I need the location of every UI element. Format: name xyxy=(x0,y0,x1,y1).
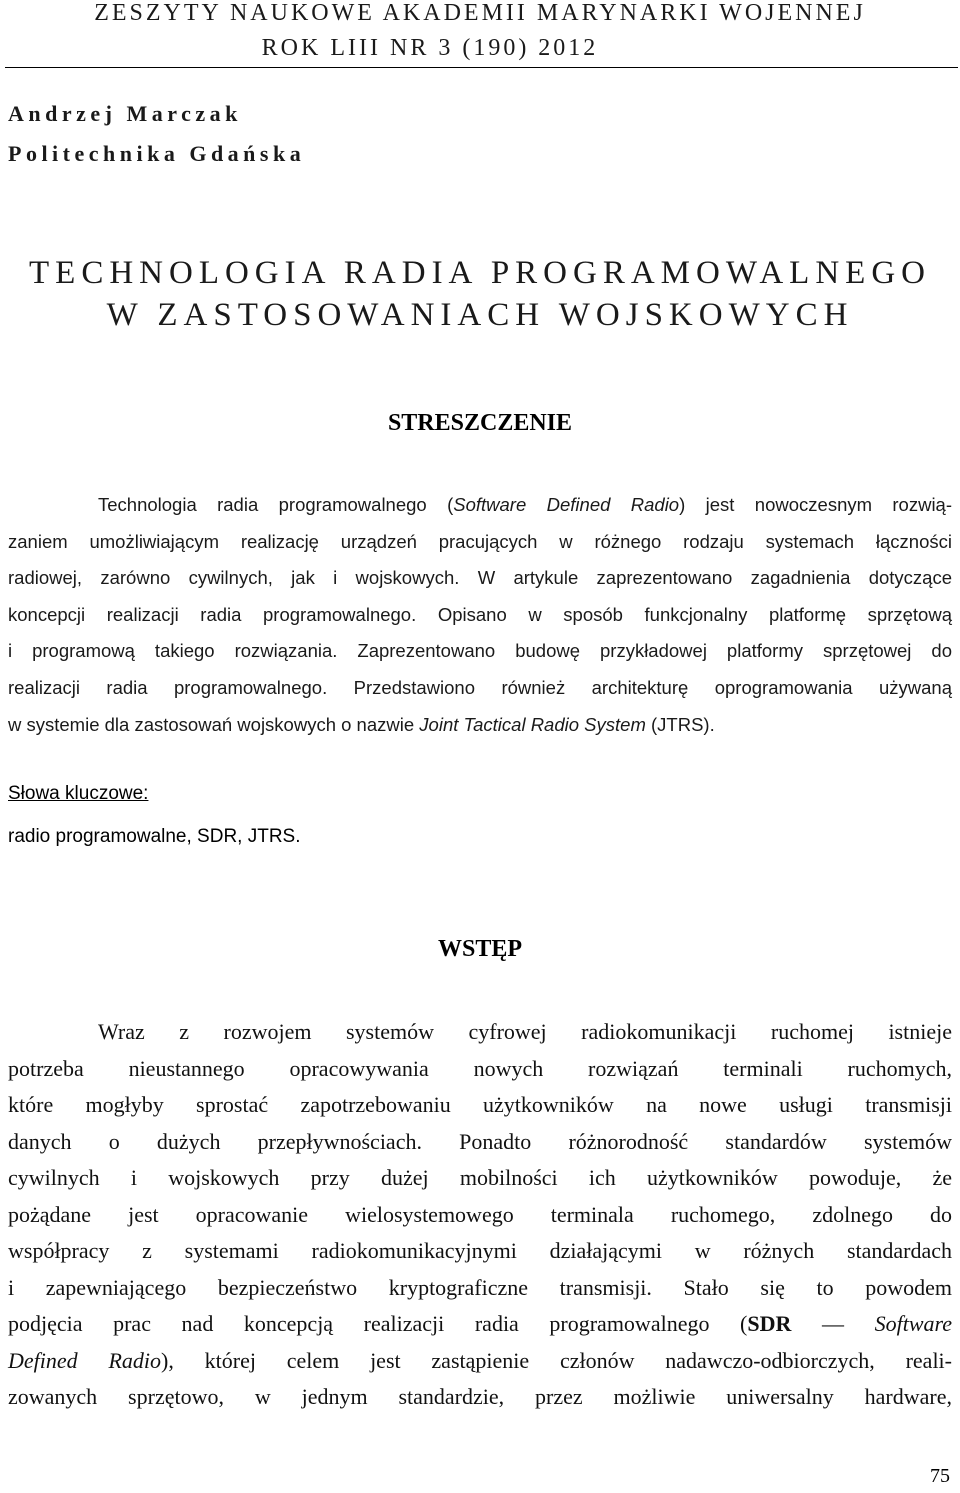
introduction-line xyxy=(8,1270,952,1307)
journal-name: ZESZYTY NAUKOWE AKADEMII MARYNARKI WOJENNEJ xyxy=(94,0,866,26)
page-number: 75 xyxy=(930,1465,950,1487)
introduction-text: ), której celem jest zastąpienie członów nadawczo-odbiorczych, reali- xyxy=(161,1347,952,1373)
abstract-text: realizacji radia programowalnego. Przedstawiono również architekturę oprogramowania używaną xyxy=(8,676,952,698)
abstract-line xyxy=(8,560,952,597)
introduction-line xyxy=(8,1160,952,1197)
abstract-text: i programową takiego rozwiązania. Zaprezentowano budowę przykładowej platformy sprzętowej do xyxy=(8,640,952,662)
author-affiliation: Politechnika Gdańska xyxy=(8,141,306,166)
abstract-line xyxy=(8,707,952,744)
abstract-body xyxy=(8,487,952,743)
abstract-text: (JTRS). xyxy=(645,713,715,735)
introduction-line xyxy=(8,1379,952,1416)
introduction-text: które mogłyby sprostać zapotrzebowaniu użytkowników na nowe usługi transmisji xyxy=(8,1092,952,1117)
introduction-text: — xyxy=(791,1311,875,1336)
author-name: Andrzej Marczak xyxy=(8,101,242,126)
introduction-body xyxy=(8,1014,952,1416)
introduction-line xyxy=(8,1014,952,1051)
abstract-text: zaniem umożliwiającym realizację urządzeń pracujących w różnego rodzaju systemach łączności xyxy=(8,530,952,552)
introduction-text: współpracy z systemami radiokomunikacyjnymi działającymi w różnych standardach xyxy=(8,1238,952,1263)
introduction-line xyxy=(8,1343,952,1380)
abstract-heading: STRESZCZENIE xyxy=(387,410,573,436)
introduction-text: pożądane jest opracowanie wielosystemowego terminala ruchomego, zdolnego do xyxy=(8,1201,952,1227)
abstract-line xyxy=(8,487,952,524)
abstract-italic-text: Joint Tactical Radio System xyxy=(419,713,646,735)
abstract-text: radiowej, zarówno cywilnych, jak i wojskowych. W artykule zaprezentowano zagadnienia dotyczące xyxy=(8,567,952,589)
abstract-line xyxy=(8,633,952,670)
introduction-heading: WSTĘP xyxy=(437,936,523,962)
abstract-line xyxy=(8,670,952,707)
introduction-line xyxy=(8,1197,952,1234)
introduction-text: cywilnych i wojskowych przy dużej mobilności ich użytkowników powoduje, że xyxy=(8,1165,952,1190)
introduction-line xyxy=(8,1306,952,1343)
introduction-text: Wraz z rozwojem systemów cyfrowej radiokomunikacji ruchomej istnieje xyxy=(98,1019,952,1044)
introduction-text: podjęcia prac nad koncepcją realizacji radia programowalnego ( xyxy=(8,1311,748,1336)
introduction-line xyxy=(8,1051,952,1088)
journal-issue: ROK LIII NR 3 (190) 2012 xyxy=(261,35,599,61)
introduction-text: zowanych sprzętowo, w jednym standardzie, przez możliwie uniwersalny hardware, xyxy=(8,1384,952,1409)
paper-title-line-1: TECHNOLOGIA RADIA PROGRAMOWALNEGO xyxy=(29,255,931,291)
introduction-italic-text: Software xyxy=(874,1311,953,1336)
introduction-italic-text: Defined Radio xyxy=(8,1347,161,1373)
paper-title-line-2: W ZASTOSOWANIACH WOJSKOWYCH xyxy=(106,297,854,333)
introduction-text: potrzeba nieustannego opracowywania nowych rozwiązań terminali ruchomych, xyxy=(8,1055,952,1081)
introduction-line xyxy=(8,1124,952,1161)
abstract-italic-text: Software Defined Radio xyxy=(453,494,680,515)
introduction-text: danych o dużych przepływnościach. Ponadto różnorodność standardów systemów xyxy=(8,1128,952,1154)
abstract-text: ) jest nowoczesnym rozwią- xyxy=(679,494,953,515)
header-rule xyxy=(5,67,958,68)
keywords-label: Słowa kluczowe: xyxy=(8,783,149,804)
abstract-line xyxy=(8,597,952,634)
introduction-line xyxy=(8,1087,952,1124)
introduction-bold-text: SDR xyxy=(747,1311,792,1336)
introduction-text: i zapewniającego bezpieczeństwo kryptograficzne transmisji. Stało się to powodem xyxy=(8,1274,952,1300)
abstract-text: Technologia radia programowalnego ( xyxy=(98,494,454,515)
keywords-values: radio programowalne, SDR, JTRS. xyxy=(8,826,301,847)
abstract-text: w systemie dla zastosowań wojskowych o nazwie xyxy=(8,713,420,735)
introduction-line xyxy=(8,1233,952,1270)
abstract-text: koncepcji realizacji radia programowalnego. Opisano w sposób funkcjonalny platformę sprzętową xyxy=(8,603,952,625)
abstract-line xyxy=(8,524,952,561)
